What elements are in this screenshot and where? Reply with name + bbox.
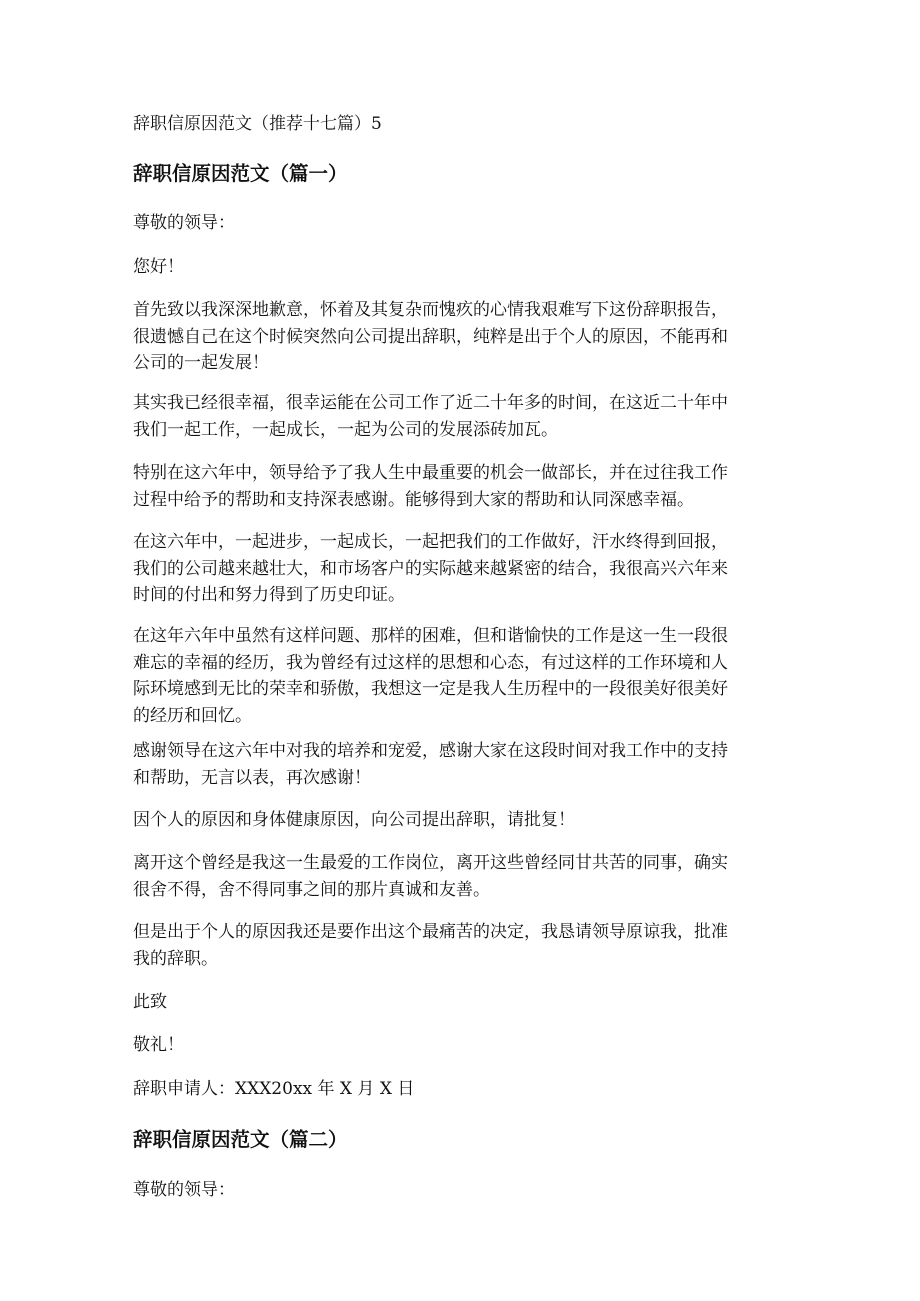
body-paragraph: [133, 807, 793, 834]
body-paragraph: [133, 850, 793, 903]
paragraph-line: 过程中给予的帮助和支持深表感谢。能够得到大家的帮助和认同深感幸福。: [133, 489, 694, 510]
paragraph-line: 难忘的幸福的经历，我为曾经有过这样的思想和心态，有过这样的工作环境和人: [133, 652, 728, 673]
body-paragraph: [133, 738, 793, 791]
regards: 敬礼！: [133, 1035, 184, 1055]
paragraph-line: 在这年六年中虽然有这样问题、那样的困难，但和谐愉快的工作是这一生一段很: [133, 626, 728, 646]
closing: 此致: [133, 992, 167, 1012]
body-paragraph: [133, 623, 793, 729]
paragraph-line: 因个人的原因和身体健康原因，向公司提出辞职，请批复！: [133, 810, 575, 830]
body-paragraph: [133, 919, 793, 972]
body-paragraph: [133, 529, 793, 609]
paragraph-line: 时间的付出和努力得到了历史印证。: [133, 585, 405, 605]
salutation: 尊敬的领导：: [133, 1180, 235, 1200]
body-paragraph: [133, 390, 793, 443]
salutation: 尊敬的领导：: [133, 213, 235, 233]
paragraph-line: 但是出于个人的原因我还是要作出这个最痛苦的决定，我恳请领导原谅我，批准: [133, 922, 728, 942]
paragraph-line: 的经历和回忆。: [133, 705, 252, 726]
paragraph-line: 首先致以我深深地歉意，怀着及其复杂而愧疚的心情我艰难写下这份辞职报告，: [133, 300, 728, 320]
section-heading: 辞职信原因范文（篇二）: [133, 1128, 348, 1151]
paragraph-line: 离开这个曾经是我这一生最爱的工作岗位，离开这些曾经同甘共苦的同事，确实: [133, 853, 728, 873]
paragraph-line: 我们的公司越来越壮大，和市场客户的实际越来越紧密的结合，我很高兴六年来: [133, 558, 728, 579]
paragraph-line: 和帮助，无言以表，再次感谢！: [133, 767, 371, 788]
paragraph-line: 其实我已经很幸福，很幸运能在公司工作了近二十年多的时间，在这近二十年中: [133, 393, 728, 413]
paragraph-line: 感谢领导在这六年中对我的培养和宠爱，感谢大家在这段时间对我工作中的支持: [133, 741, 728, 761]
paragraph-line: 公司的一起发展！: [133, 353, 269, 373]
body-paragraph: [133, 460, 793, 513]
signature: 辞职申请人：XXX20xx 年 X 月 X 日: [133, 1079, 415, 1099]
paragraph-line: 很遗憾自己在这个时候突然向公司提出辞职，纯粹是出于个人的原因，不能再和: [133, 326, 728, 347]
paragraph-line: 很舍不得，舍不得同事之间的那片真诚和友善。: [133, 879, 490, 900]
greeting: 您好！: [133, 257, 184, 277]
document-title: 辞职信原因范文（推荐十七篇）5: [133, 114, 382, 134]
paragraph-line: 我们一起工作，一起成长，一起为公司的发展添砖加瓦。: [133, 419, 558, 440]
section-heading: 辞职信原因范文（篇一）: [133, 162, 348, 185]
paragraph-line: 在这六年中，一起进步，一起成长，一起把我们的工作做好，汗水终得到回报，: [133, 532, 728, 552]
body-paragraph: [133, 297, 793, 377]
paragraph-line: 特别在这六年中，领导给予了我人生中最重要的机会一做部长，并在过往我工作: [133, 463, 728, 483]
paragraph-line: 际环境感到无比的荣幸和骄傲，我想这一定是我人生历程中的一段很美好很美好: [133, 679, 728, 699]
paragraph-line: 我的辞职。: [133, 948, 218, 969]
